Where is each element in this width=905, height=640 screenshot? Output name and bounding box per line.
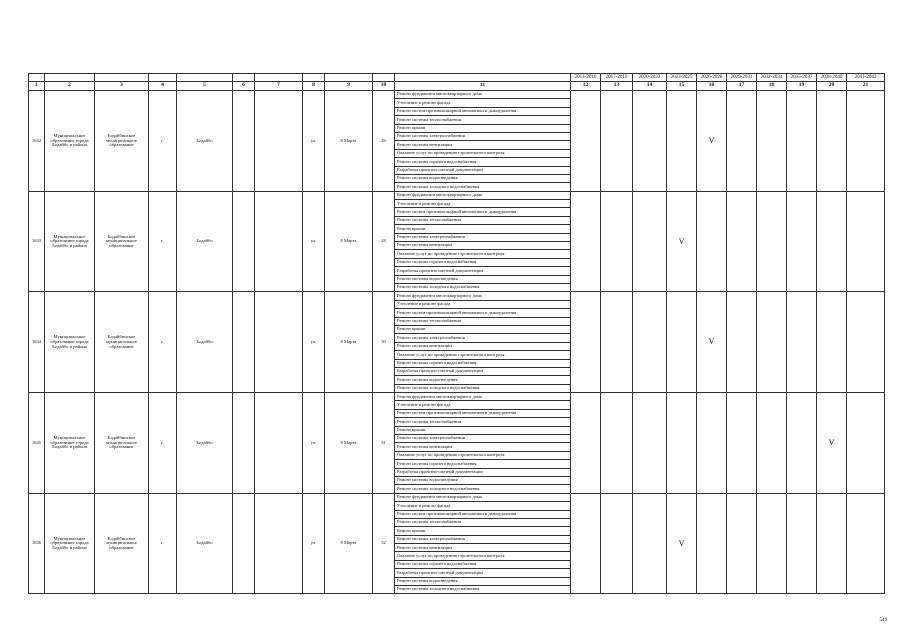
period-cell [757,91,787,192]
empty-cell [233,493,255,594]
period-cell [697,393,727,494]
header-blank-cell [373,74,395,82]
header-blank-cell [149,74,177,82]
period-cell [633,191,667,292]
settlement-cell: Бодайбинское муниципальное образование [95,393,149,494]
period-cell [633,393,667,494]
header-blank-cell [45,74,95,82]
work-type-cell: Ремонт системы горячего водоснабжения [395,359,571,367]
year-header: 2032-2034 [757,74,787,82]
record-number: 1635 [29,393,45,494]
work-type-cell: Ремонт фундамента многоквартирного дома [395,191,571,199]
work-type-cell: Ремонт системы вентиляции [395,443,571,451]
work-type-cell: Ремонт систем противопожарной автоматики и дымоудаления [395,409,571,417]
column-number: 7 [255,82,303,91]
municipality-cell: Муниципальное образование города Бодайбо и района [45,91,95,192]
year-header: 2038-2040 [817,74,847,82]
period-cell [817,493,847,594]
work-type-cell: Ремонт крыши [395,426,571,434]
header-blank-cell [233,74,255,82]
locality-type-cell: г. [149,292,177,393]
period-cell [787,191,817,292]
street-type-cell: ул. [303,393,325,494]
period-cell [571,393,601,494]
column-number: 12 [571,82,601,91]
house-number-cell: 30 [373,292,395,393]
empty-cell [255,292,303,393]
years-header-row [29,74,885,82]
locality-name-cell: Бодайбо [177,493,233,594]
year-header: 2026-2028 [697,74,727,82]
work-type-cell: Утепление и ремонт фасада [395,502,571,510]
locality-name-cell: Бодайбо [177,91,233,192]
work-type-cell: Ремонт системы водоотведения [395,275,571,283]
street-name-cell: 8 Марта [325,191,373,292]
work-type-cell: Оказание услуг по проведению строительного контроля [395,351,571,359]
locality-type-cell: г. [149,493,177,594]
municipality-cell: Муниципальное образование города Бодайбо и района [45,292,95,393]
year-header: 2023-2025 [667,74,697,82]
work-type-cell: Оказание услуг по проведению строительного контроля [395,250,571,258]
period-cell [727,493,757,594]
table-row [29,191,885,199]
work-type-cell: Ремонт крыши [395,325,571,333]
column-number: 11 [395,82,571,91]
table-row [29,393,885,401]
work-type-cell: Ремонт системы теплоснабжения [395,418,571,426]
period-cell [727,91,757,192]
house-number-cell: 31 [373,393,395,494]
year-header: 2017-2019 [601,74,633,82]
period-cell [817,91,847,192]
column-number: 6 [233,82,255,91]
period-mark-cell: V [817,393,847,494]
work-type-cell: Ремонт системы теплоснабжения [395,216,571,224]
period-cell [667,91,697,192]
work-type-cell: Ремонт крыши [395,225,571,233]
work-type-cell: Разработка проектно-сметной документации [395,267,571,275]
year-header: 2041-2043 [847,74,885,82]
column-number: 14 [633,82,667,91]
work-type-cell: Ремонт системы холодного водоснабжения [395,384,571,392]
municipality-cell: Муниципальное образование города Бодайбо и района [45,393,95,494]
work-type-cell: Ремонт фундамента многоквартирного дома [395,393,571,401]
header-blank-cell [29,74,45,82]
settlement-cell: Бодайбинское муниципальное образование [95,91,149,192]
column-number: 17 [727,82,757,91]
year-header: 2035-2037 [787,74,817,82]
page-number: 546 [879,618,887,623]
empty-cell [233,191,255,292]
work-type-cell: Ремонт системы водоотведения [395,476,571,484]
work-type-cell: Ремонт систем противопожарной автоматики и дымоудаления [395,309,571,317]
period-cell [847,91,885,192]
capital-repair-table [28,73,885,594]
work-type-cell: Оказание услуг по проведению строительного контроля [395,552,571,560]
locality-name-cell: Бодайбо [177,191,233,292]
period-cell [697,191,727,292]
period-cell [601,191,633,292]
period-cell [787,393,817,494]
period-cell [697,493,727,594]
period-cell [847,393,885,494]
work-type-cell: Утепление и ремонт фасада [395,200,571,208]
street-type-cell: ул. [303,191,325,292]
street-type-cell: ул. [303,493,325,594]
period-cell [667,393,697,494]
column-number: 10 [373,82,395,91]
work-type-cell: Ремонт системы теплоснабжения [395,518,571,526]
municipality-cell: Муниципальное образование города Бодайбо и района [45,493,95,594]
work-type-cell: Разработка проектно-сметной документации [395,166,571,174]
empty-cell [233,91,255,192]
column-number: 4 [149,82,177,91]
work-type-cell: Ремонт фундамента многоквартирного дома [395,493,571,501]
work-type-cell: Ремонт систем противопожарной автоматики и дымоудаления [395,208,571,216]
locality-type-cell: г. [149,191,177,292]
house-number-cell: 28 [373,191,395,292]
period-mark-cell: V [667,191,697,292]
period-cell [757,191,787,292]
street-name-cell: 8 Марта [325,91,373,192]
table-row [29,292,885,300]
period-cell [633,493,667,594]
work-type-cell: Ремонт системы электроснабжения [395,535,571,543]
record-number: 1634 [29,292,45,393]
locality-name-cell: Бодайбо [177,393,233,494]
street-type-cell: ул. [303,292,325,393]
period-cell [757,393,787,494]
locality-type-cell: г. [149,393,177,494]
column-number: 18 [757,82,787,91]
work-type-cell: Ремонт системы водоотведения [395,376,571,384]
work-type-cell: Ремонт системы электроснабжения [395,334,571,342]
work-type-cell: Ремонт системы холодного водоснабжения [395,183,571,191]
column-number: 21 [847,82,885,91]
work-type-cell: Разработка проектно-сметной документации [395,569,571,577]
column-number: 19 [787,82,817,91]
locality-name-cell: Бодайбо [177,292,233,393]
period-cell [601,493,633,594]
period-cell [787,91,817,192]
column-number: 8 [303,82,325,91]
work-type-cell: Ремонт системы теплоснабжения [395,317,571,325]
period-mark-cell: V [697,91,727,192]
column-number: 15 [667,82,697,91]
house-number-cell: 26 [373,91,395,192]
empty-cell [233,292,255,393]
header-blank-cell [325,74,373,82]
street-name-cell: 8 Марта [325,493,373,594]
work-type-cell: Ремонт системы теплоснабжения [395,116,571,124]
work-type-cell: Ремонт систем противопожарной автоматики и дымоудаления [395,510,571,518]
record-number: 1633 [29,191,45,292]
work-type-cell: Ремонт системы вентиляции [395,544,571,552]
period-cell [847,191,885,292]
empty-cell [255,493,303,594]
column-number: 20 [817,82,847,91]
work-type-cell: Ремонт системы горячего водоснабжения [395,158,571,166]
header-blank-cell [255,74,303,82]
period-cell [787,493,817,594]
period-cell [847,493,885,594]
work-type-cell: Ремонт системы холодного водоснабжения [395,485,571,493]
column-number: 13 [601,82,633,91]
year-header: 2020-2022 [633,74,667,82]
work-type-cell: Ремонт системы вентиляции [395,141,571,149]
work-type-cell: Ремонт системы электроснабжения [395,233,571,241]
work-type-cell: Ремонт системы горячего водоснабжения [395,258,571,266]
period-mark-cell: V [697,292,727,393]
period-cell [571,191,601,292]
period-cell [633,292,667,393]
record-number: 1636 [29,493,45,594]
period-cell [571,91,601,192]
period-cell [571,493,601,594]
column-number: 5 [177,82,233,91]
work-type-cell: Ремонт системы горячего водоснабжения [395,460,571,468]
column-number: 2 [45,82,95,91]
settlement-cell: Бодайбинское муниципальное образование [95,292,149,393]
period-cell [727,191,757,292]
locality-type-cell: г. [149,91,177,192]
work-type-cell: Ремонт систем противопожарной автоматики и дымоудаления [395,107,571,115]
work-type-cell: Ремонт системы вентиляции [395,242,571,250]
period-cell [757,292,787,393]
period-cell [571,292,601,393]
year-header: 2029-2031 [727,74,757,82]
period-cell [787,292,817,393]
work-type-cell: Ремонт системы горячего водоснабжения [395,560,571,568]
period-cell [727,292,757,393]
period-cell [601,393,633,494]
work-type-cell: Ремонт системы холодного водоснабжения [395,586,571,594]
period-cell [727,393,757,494]
year-header: 2014-2016 [571,74,601,82]
work-type-cell: Ремонт системы водоотведения [395,577,571,585]
work-type-cell: Утепление и ремонт фасада [395,401,571,409]
work-type-cell: Ремонт системы электроснабжения [395,132,571,140]
header-blank-cell [177,74,233,82]
period-cell [633,91,667,192]
work-type-cell: Оказание услуг по проведению строительного контроля [395,149,571,157]
settlement-cell: Бодайбинское муниципальное образование [95,493,149,594]
empty-cell [255,191,303,292]
column-numbers-row [29,82,885,91]
column-number: 16 [697,82,727,91]
work-type-cell: Ремонт крыши [395,124,571,132]
period-mark-cell: V [667,493,697,594]
work-type-cell: Утепление и ремонт фасада [395,300,571,308]
table-row [29,91,885,99]
empty-cell [255,393,303,494]
street-name-cell: 8 Марта [325,393,373,494]
period-cell [667,292,697,393]
work-type-cell: Оказание услуг по проведению строительного контроля [395,451,571,459]
work-type-cell: Ремонт системы электроснабжения [395,435,571,443]
work-type-cell: Разработка проектно-сметной документации [395,468,571,476]
period-cell [817,292,847,393]
empty-cell [233,393,255,494]
header-blank-cell [395,74,571,82]
column-number: 9 [325,82,373,91]
record-number: 1632 [29,91,45,192]
settlement-cell: Бодайбинское муниципальное образование [95,191,149,292]
table-row [29,493,885,501]
period-cell [847,292,885,393]
work-type-cell: Ремонт системы вентиляции [395,342,571,350]
street-name-cell: 8 Марта [325,292,373,393]
period-cell [601,292,633,393]
work-type-cell: Утепление и ремонт фасада [395,99,571,107]
period-cell [817,191,847,292]
column-number: 3 [95,82,149,91]
period-cell [601,91,633,192]
header-blank-cell [303,74,325,82]
empty-cell [255,91,303,192]
header-blank-cell [95,74,149,82]
work-type-cell: Ремонт крыши [395,527,571,535]
work-type-cell: Ремонт фундамента многоквартирного дома [395,292,571,300]
house-number-cell: 32 [373,493,395,594]
municipality-cell: Муниципальное образование города Бодайбо и района [45,191,95,292]
street-type-cell: ул. [303,91,325,192]
column-number: 1 [29,82,45,91]
work-type-cell: Ремонт системы холодного водоснабжения [395,283,571,291]
work-type-cell: Ремонт системы водоотведения [395,174,571,182]
period-cell [757,493,787,594]
work-type-cell: Разработка проектно-сметной документации [395,367,571,375]
work-type-cell: Ремонт фундамента многоквартирного дома [395,91,571,99]
